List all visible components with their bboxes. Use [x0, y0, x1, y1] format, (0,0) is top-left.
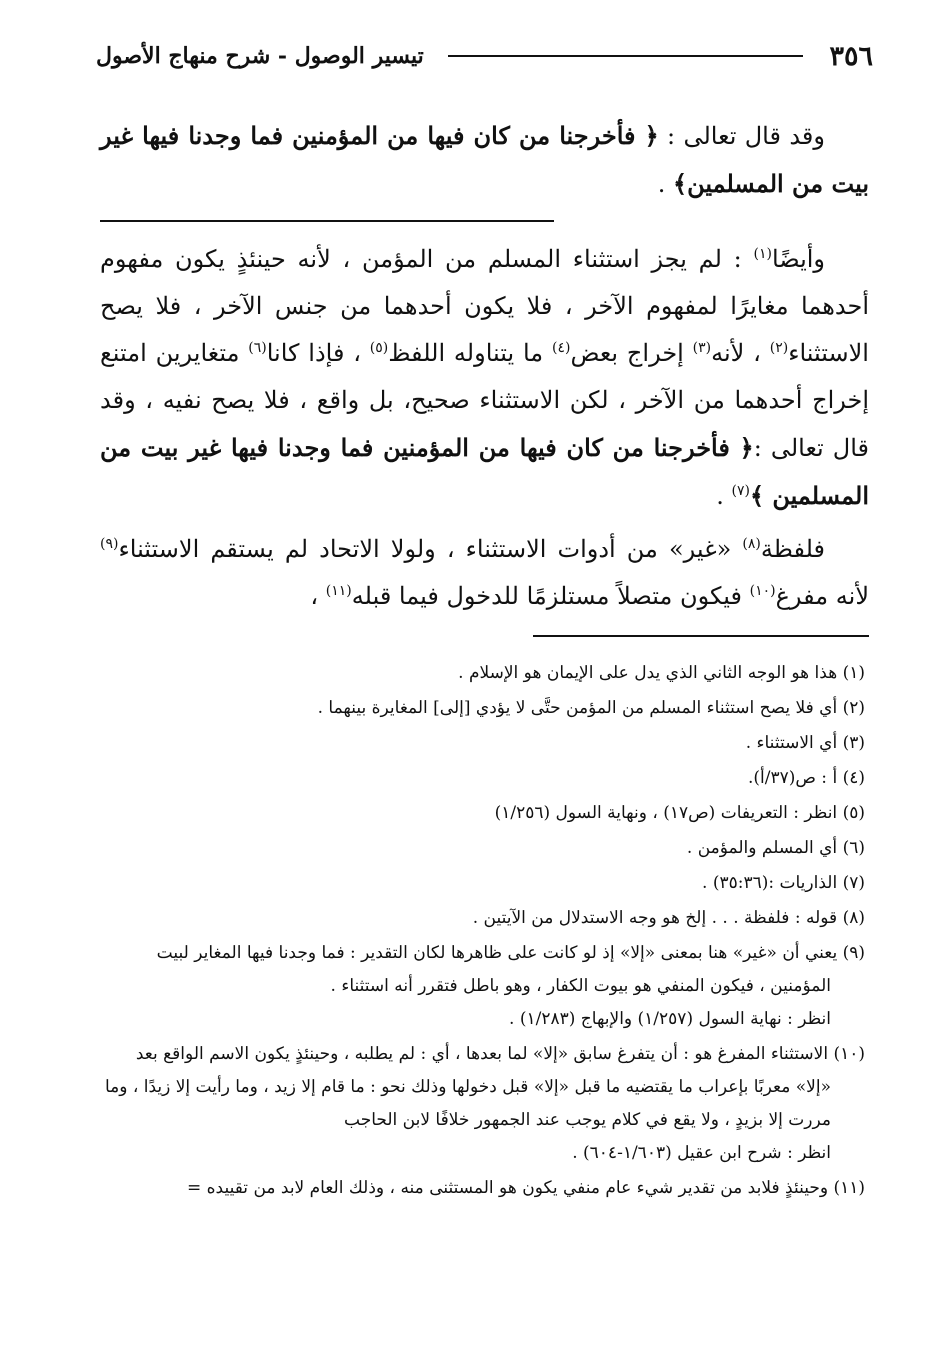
footnote-ref: (٥) — [369, 340, 389, 356]
footnote-ref: (١) — [753, 246, 772, 262]
paragraph-3: فلفظة$^{(٨)}$ «غير» من أدوات الاستثناء ، ولولا الاتحاد لم يستقم الاستثناء$^{(٩)}$ لأنه مفرغ$^{(١٠)}$ فيكون متصلاً مستلزمًا للدخول فيما قبله$^{(١١)}$ ، — [100, 535, 869, 610]
running-title: تيسير الوصول - شرح منهاج الأصول — [96, 43, 424, 69]
paragraph-2: وأيضًا$^{(١)}$ : لم يجز استثناء المسلم من المؤمن ، لأنه حينئذٍ يكون مفهوم أحدهما مغايرًا لمفهوم الآخر ، فلا يكون أحدهما من جنس الآخر ، فلا يصح الاستثناء$^{(٢)}$ ، لأنه$^{(٣)}$ إخراج بعض$^{(٤)}$ ما يتناوله اللفظ$^{(٥)}$ ، فإذا كانا$^{(٦)}$ متغايرين امتنع إخراج أحدهما من الآخر ، لكن الاستثناء صحيح، بل واقع ، فلا يصح نفيه ، وقد قال تعالى :﴿ فأخرجنا من كان فيها من المؤمنين فما وجدنا فيها غير بيت من المسلمين ﴾$^{(٧)}$ . — [100, 245, 870, 510]
footnote: (٧) الذاريات :(٣٥:٣٦) . — [702, 873, 865, 893]
paragraph-1: وقد قال تعالى : ﴿ فأخرجنا من كان فيها من المؤمنين فما وجدنا فيها غير بيت من المسلمين﴾ . — [100, 121, 869, 198]
footnotes — [100, 657, 865, 1207]
footnote-ref: (٢) — [769, 340, 789, 356]
page-header — [96, 36, 873, 76]
footnote: (٢) أي فلا يصح استثناء المسلم من المؤمن حتَّى لا يؤدي [إلى] المغايرة بينهما . — [317, 698, 865, 718]
footnote-reference-line: انظر : نهاية السول (١/٢٥٧) والإبهاج (١/٢٨٣) . — [509, 1009, 831, 1029]
quran-quote: ﴿ فأخرجنا من كان فيها من المؤمنين فما وجدنا فيها غير بيت من المسلمين﴾ — [100, 121, 869, 198]
footnote: (١) هذا هو الوجه الثاني الذي يدل على الإيمان هو الإسلام . — [458, 663, 865, 683]
footnote-ref: (٧) — [731, 483, 750, 499]
footnote-ref: (٣) — [692, 340, 712, 356]
footnote: (١٠) الاستثناء المفرغ هو : أن يتفرغ سابق «إلا» لما بعدها ، أي : لم يطلبه ، وحينئذٍ يكون الاسم الواقع بعد «إلا» معربًا بإعراب ما يقتضيه ما قبل «إلا» قبل دخولها وذلك نحو : ما قام إلا زيد ، وما رأيت إلا زيدًا ، وما مررت إلا بزيدٍ ، ولا يقع في كلام يوجب عند الجمهور خلافًا لابن الحاجب انظر : شرح ابن عقيل (١/٦٠٣-٦٠٤) . — [100, 1038, 865, 1170]
footnote: (٨) قوله : فلفظة . . . إلخ هو وجه الاستدلال من الآيتين . — [472, 908, 865, 928]
footnote: (٤) أ : ص(٣٧/أ). — [747, 768, 865, 788]
page-number: ٣٥٦ — [829, 40, 873, 72]
footnote-reference-line: انظر : شرح ابن عقيل (١/٦٠٣-٦٠٤) . — [572, 1143, 831, 1163]
footnote-ref: (٩) — [100, 536, 119, 552]
footnote-separator — [533, 635, 869, 637]
quote-underline-rule — [100, 220, 554, 222]
footnote-ref: (١١) — [325, 583, 352, 599]
header-rule — [448, 55, 804, 57]
footnote-ref: (٦) — [248, 340, 267, 356]
footnote-ref: (١٠) — [749, 583, 776, 599]
footnote-ref: (٨) — [742, 536, 761, 552]
footnote: (٣) أي الاستثناء . — [745, 733, 865, 753]
footnote: (٦) أي المسلم والمؤمن . — [686, 838, 865, 858]
footnote: (٩) يعني أن «غير» هنا بمعنى «إلا» إذ لو كانت على ظاهرها لكان التقدير : فما وجدنا فيها المغاير لبيت المؤمنين ، فيكون المنفي هو بيوت الكفار ، وهو باطل فتقرر أنه استثناء . انظر : نهاية السول (١/٢٥٧) والإبهاج (١/٢٨٣) . — [100, 937, 865, 1036]
footnote: (٥) انظر : التعريفات (ص١٧) ، ونهاية السول (١/٢٥٦) — [494, 803, 865, 823]
quran-quote: ﴿ فأخرجنا من كان فيها من المؤمنين فما وجدنا فيها غير بيت من المسلمين ﴾ — [100, 433, 869, 510]
footnote-ref: (٤) — [551, 340, 571, 356]
footnote: (١١) وحينئذٍ فلابد من تقدير شيء عام منفي يكون هو المستثنى منه ، وذلك العام لابد من تقييده = — [186, 1178, 865, 1198]
main-text — [100, 112, 869, 620]
